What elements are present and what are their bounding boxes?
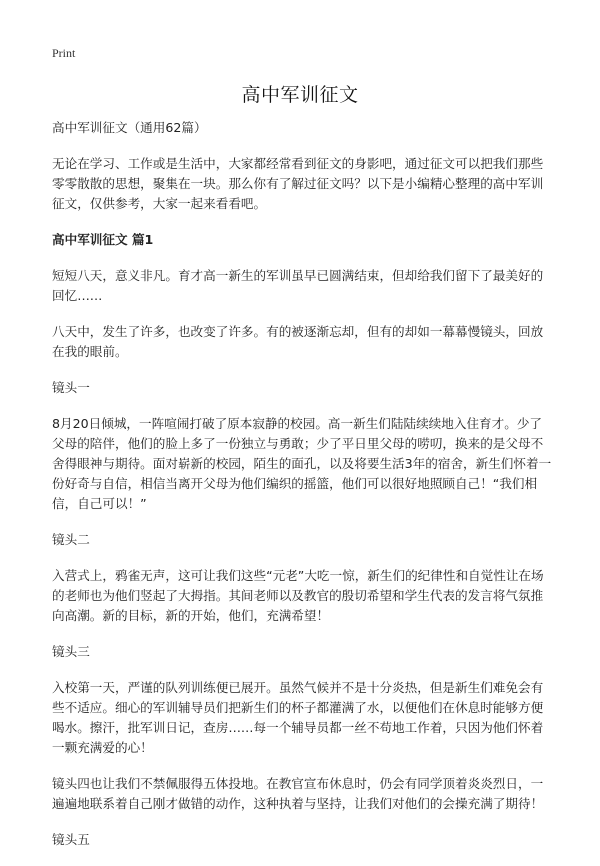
shot-2-heading: 镜头二 — [52, 532, 90, 547]
print-label: Print — [52, 46, 76, 60]
paragraph-2: 八天中，发生了许多，也改变了许多。有的被逐渐忘却，但有的却如一幕幕慢镜头，回放在我的眼前。 — [52, 324, 544, 359]
article-body — [52, 118, 552, 866]
paragraph-1: 短短八天，意义非凡。育才高一新生的军训虽早已圆满结束，但却给我们留下了最美好的回忆…… — [52, 268, 544, 303]
shot-1-text: 8月20日倾城，一阵喧闹打破了原本寂静的校园。高一新生们陆陆续续地入住育才。少了父母的陪伴，他们的脸上多了一份独立与勇敢；少了平日里父母的唠叨，换来的是父母不舍得眼神与期待。面对崭新的校园，陌生的面孔，以及将要生活3年的宿舍，新生们怀着一份好奇与自信，相信当离开父母为他们编织的摇篮，他们可以很好地照顾自己！“我们相信，自己可以！” — [52, 416, 552, 511]
intro-paragraph: 无论在学习、工作或是生活中，大家都经常看到征文的身影吧，通过征文可以把我们那些零零散散的思想，聚集在一块。那么你有了解过征文吗？以下是小编精心整理的高中军训征文，仅供参考，大家一起来看看吧。 — [52, 156, 544, 211]
section-heading: 高中军训征文 篇1 — [52, 232, 154, 247]
shot-1-heading: 镜头一 — [52, 380, 90, 395]
shot-3-text: 入校第一天，严谨的队列训练便已展开。虽然气候并不是十分炎热，但是新生们难免会有些不适应。细心的军训辅导员们把新生们的杯子都灌满了水，以便他们在休息时能够方便喝水。擦汗，批军训日记，查房……每一个辅导员都一丝不苟地工作着，只因为他们怀着一颗充满爱的心！ — [52, 680, 544, 755]
shot-4-text: 镜头四也让我们不禁佩服得五体投地。在教官宣布休息时，仍会有同学顶着炎炎烈日，一遍遍地联系着自己刚才做错的动作，这种执着与坚持，让我们对他们的会操充满了期待！ — [52, 776, 544, 811]
shot-3-heading: 镜头三 — [52, 644, 90, 659]
article-subtitle: 高中军训征文（通用62篇） — [52, 120, 207, 135]
shot-5-heading: 镜头五 — [52, 832, 90, 847]
page-title: 高中军训征文 — [241, 84, 359, 106]
shot-2-text: 入营式上，鸦雀无声，这可让我们这些“元老”大吃一惊，新生们的纪律性和自觉性让在场的老师也为他们竖起了大拇指。其间老师以及教官的殷切希望和学生代表的发言将气氛推向高潮。新的目标，新的开始，他们，充满希望！ — [52, 568, 544, 623]
